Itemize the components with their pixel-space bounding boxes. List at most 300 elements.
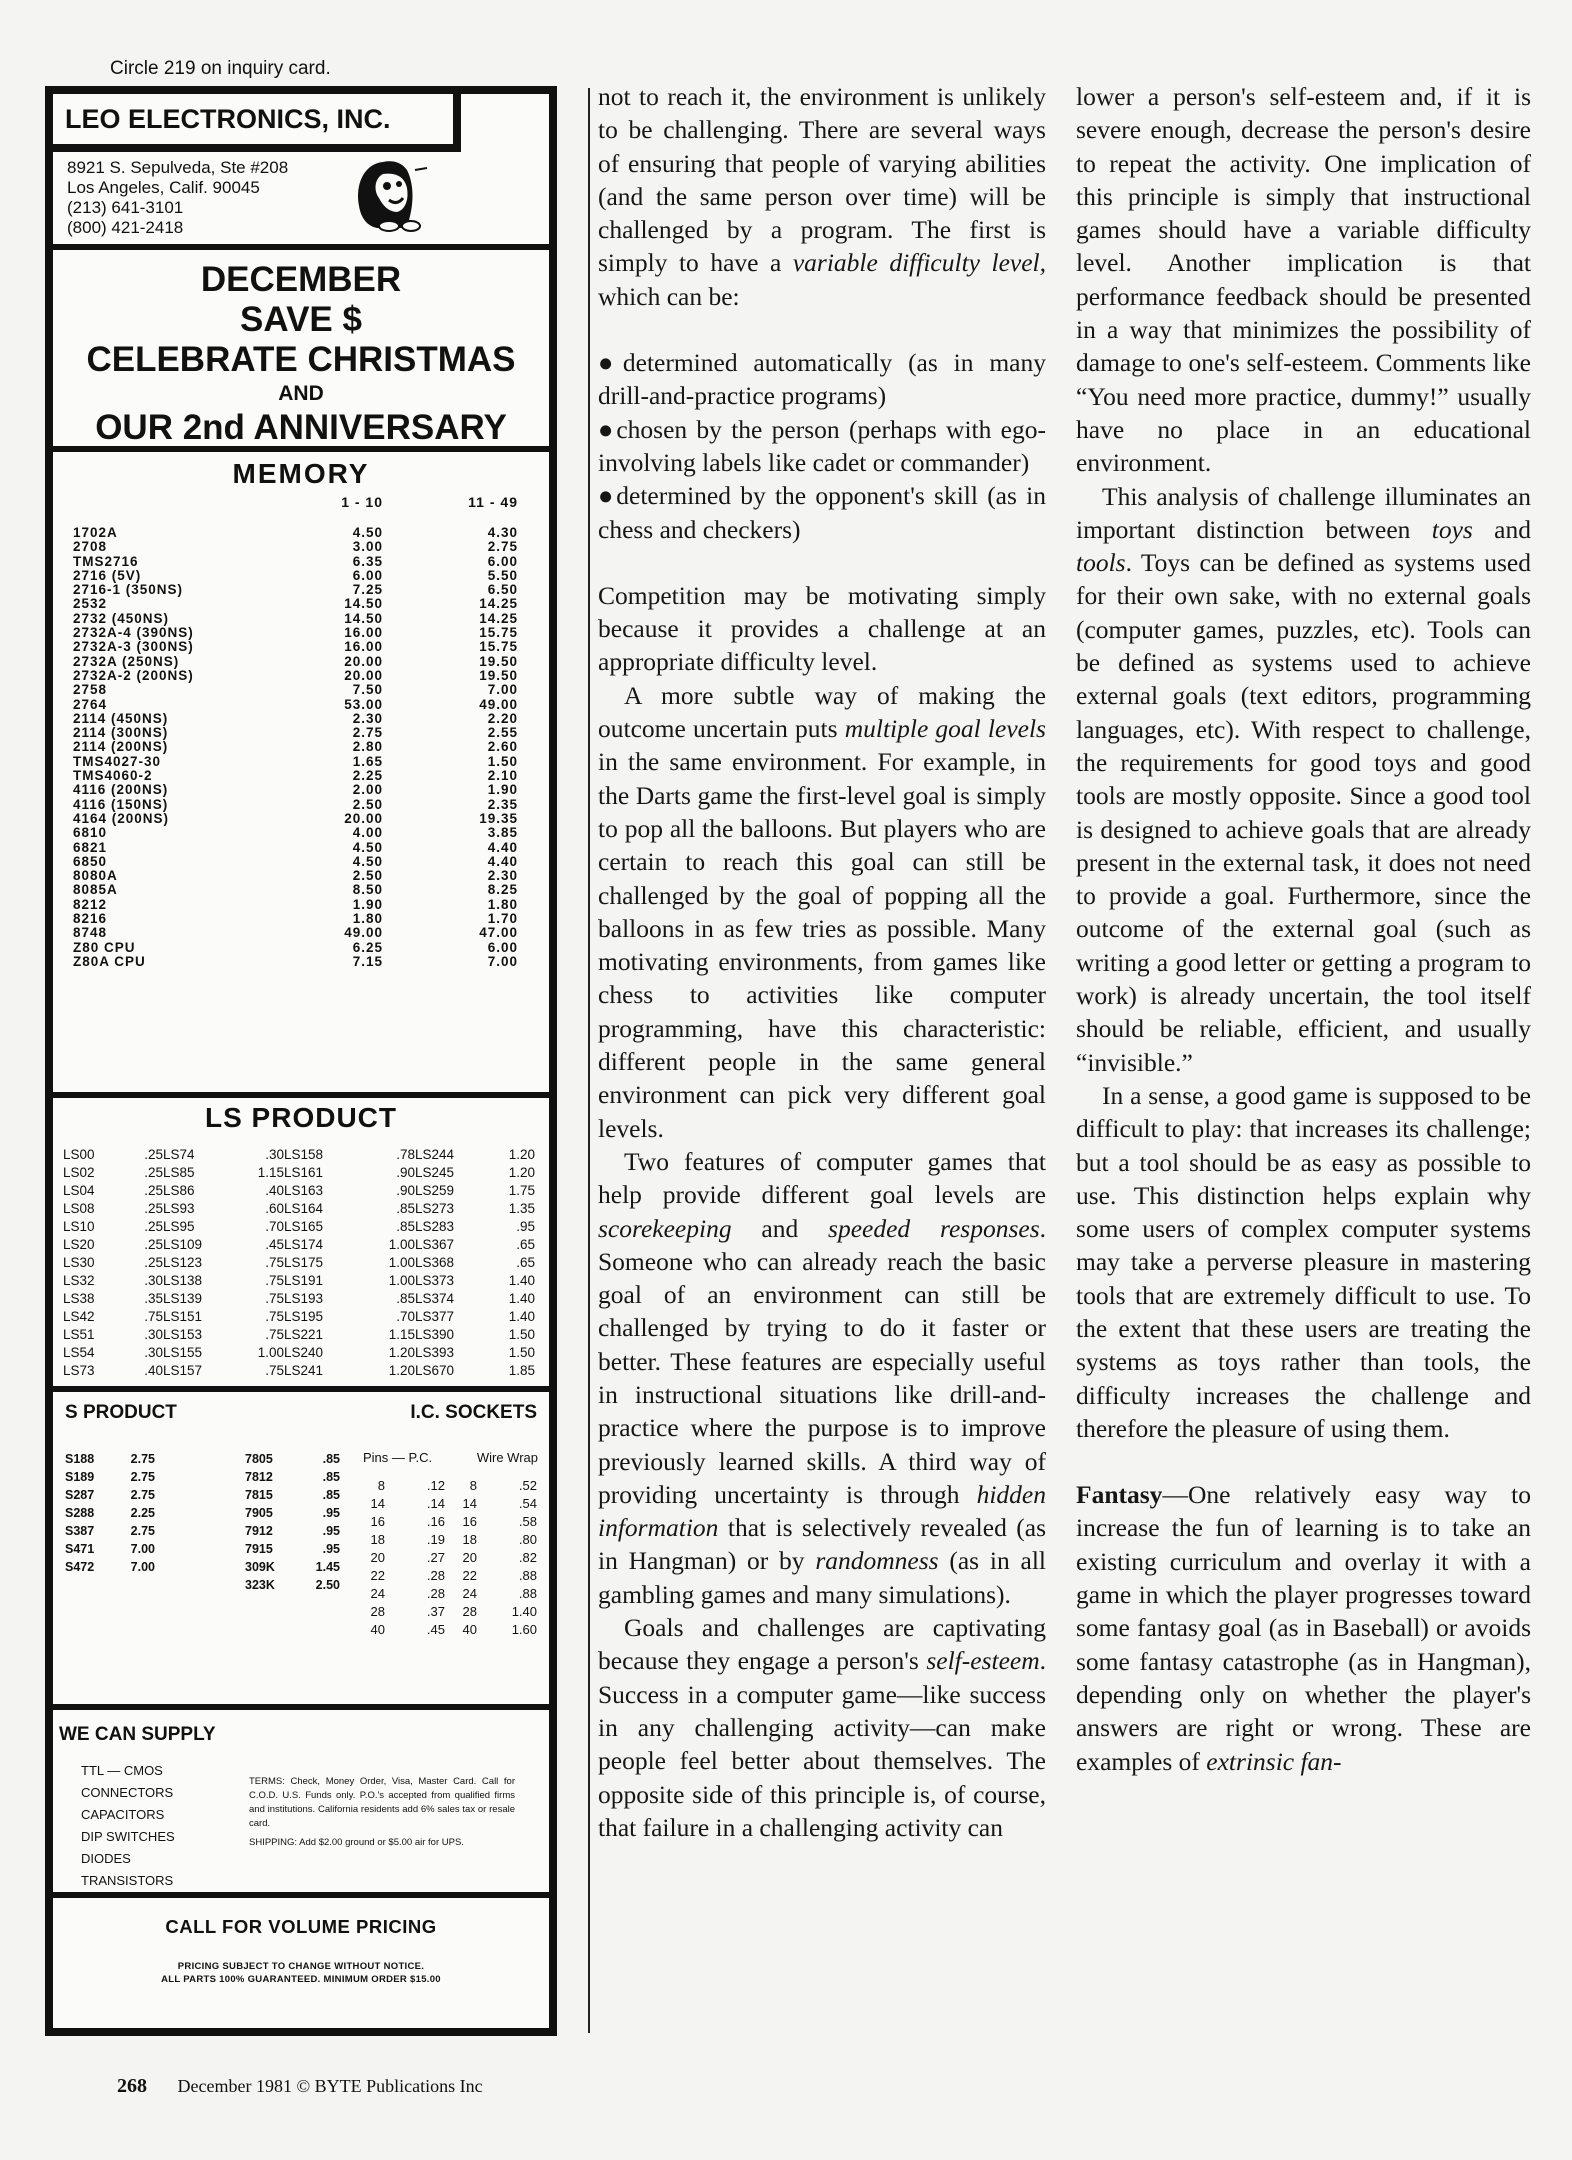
price: 6.25 xyxy=(352,939,383,955)
price: .40 xyxy=(265,1183,284,1198)
part-number: Z80 CPU xyxy=(73,939,136,955)
price: 1.80 xyxy=(352,911,383,927)
price: .52 xyxy=(518,1478,537,1493)
part-number: 1702A xyxy=(73,525,118,540)
part-number: LS00 xyxy=(63,1147,95,1162)
part-number: LS30 xyxy=(63,1255,95,1270)
part-number: LS193 xyxy=(284,1291,324,1306)
price: .25 xyxy=(144,1183,163,1198)
part-number: 2114 (450NS) xyxy=(73,710,169,726)
memory-row xyxy=(73,812,529,826)
part-number: 2732A-2 (200NS) xyxy=(73,667,194,683)
inquiry-note: Circle 219 on inquiry card. xyxy=(110,58,331,79)
price: .35 xyxy=(144,1291,163,1306)
memory-row xyxy=(73,712,529,726)
price: 3.85 xyxy=(487,825,518,841)
price: 14.50 xyxy=(344,596,383,612)
price: 8.25 xyxy=(487,882,518,898)
memory-row xyxy=(73,526,529,540)
price: .25 xyxy=(144,1147,163,1162)
price: 1.00 xyxy=(388,1255,415,1270)
page-footer xyxy=(117,2075,483,2098)
price: 20.00 xyxy=(344,810,383,826)
price: .30 xyxy=(144,1327,163,1342)
price: 49.00 xyxy=(344,925,383,941)
part-number: 7812 xyxy=(245,1470,273,1484)
price: 20.00 xyxy=(344,653,383,669)
price: .75 xyxy=(265,1363,284,1378)
memory-column-headers xyxy=(73,494,529,510)
article-paragraph xyxy=(598,579,1046,679)
price: 2.75 xyxy=(130,1452,155,1466)
article-column-1 xyxy=(598,80,1046,1844)
memory-row xyxy=(73,898,529,912)
pin-count: 14 xyxy=(370,1496,385,1511)
part-number xyxy=(155,1558,245,1576)
part-number: LS174 xyxy=(284,1237,324,1252)
price: .19 xyxy=(426,1532,445,1547)
part-number: LS42 xyxy=(63,1309,95,1324)
part-number: 4116 (150NS) xyxy=(73,796,169,812)
price: 1.20 xyxy=(508,1147,535,1162)
price: .28 xyxy=(426,1568,445,1583)
body-text: ●determined automatically (as in many drill-and-practice programs) xyxy=(598,348,1046,411)
price: 4.30 xyxy=(487,525,518,540)
price: .37 xyxy=(426,1604,445,1619)
article-paragraph xyxy=(598,479,1046,546)
part-number: 4164 (200NS) xyxy=(73,810,170,826)
price xyxy=(125,1576,155,1594)
price: 2.20 xyxy=(487,710,518,726)
price: 1.50 xyxy=(487,753,518,769)
part-number: 7905 xyxy=(245,1506,273,1520)
price: .14 xyxy=(426,1496,445,1511)
part-number: LS95 xyxy=(163,1219,195,1234)
price: 2.30 xyxy=(487,868,518,884)
part-number: LS377 xyxy=(415,1309,455,1324)
part-number xyxy=(155,1522,245,1540)
pin-count: 22 xyxy=(462,1568,477,1583)
part-number: LS32 xyxy=(63,1273,95,1288)
body-text: Two features of computer games that help provide different goal levels are xyxy=(598,1146,1046,1210)
price: 2.35 xyxy=(487,796,518,812)
memory-row xyxy=(73,569,529,583)
company-address xyxy=(67,158,288,238)
price: 4.40 xyxy=(487,853,518,869)
memory-row xyxy=(73,597,529,611)
part-number: LS240 xyxy=(284,1345,324,1360)
price: 16.00 xyxy=(344,639,383,655)
memory-row xyxy=(73,655,529,669)
memory-row xyxy=(73,612,529,626)
price: 2.75 xyxy=(130,1488,155,1502)
emphasis-text: tools xyxy=(1076,548,1126,578)
part-number: 6850 xyxy=(73,853,108,869)
price: 14.50 xyxy=(344,610,383,626)
part-number: LS158 xyxy=(284,1147,324,1162)
part-number xyxy=(155,1450,245,1468)
emphasis-text: toys xyxy=(1431,514,1473,544)
price: 1.15 xyxy=(388,1327,415,1342)
memory-price-list xyxy=(73,526,529,969)
part-number: 2708 xyxy=(73,539,108,555)
emphasis-text: extrinsic fan- xyxy=(1206,1746,1342,1776)
shipping-text: SHIPPING: Add $2.00 ground or $5.00 air for UPS. xyxy=(249,1837,464,1848)
price: .60 xyxy=(265,1201,284,1216)
price: .75 xyxy=(265,1273,284,1288)
part-number: LS283 xyxy=(415,1219,455,1234)
sockets-price-list xyxy=(363,1477,537,1639)
price: .75 xyxy=(265,1291,284,1306)
price: .78 xyxy=(396,1147,415,1162)
price: 1.60 xyxy=(511,1622,537,1637)
price: 1.00 xyxy=(257,1345,284,1360)
part-number: 6821 xyxy=(73,839,108,855)
body-text: Goals and challenges are captivating because they engage a person's xyxy=(598,1613,1046,1676)
price: .95 xyxy=(322,1506,340,1520)
part-number: LS163 xyxy=(284,1183,324,1198)
supply-item: CONNECTORS xyxy=(81,1785,174,1800)
price: 7.00 xyxy=(130,1542,155,1556)
memory-row xyxy=(73,583,529,597)
memory-row xyxy=(73,669,529,683)
address-line: Los Angeles, Calif. 90045 xyxy=(67,178,260,197)
part-number: 2732A-4 (390NS) xyxy=(73,625,194,641)
price: .85 xyxy=(322,1452,340,1466)
part-number: 6810 xyxy=(73,825,108,841)
memory-row xyxy=(73,883,529,897)
fine-print-line: PRICING SUBJECT TO CHANGE WITHOUT NOTICE. xyxy=(177,1961,425,1972)
price: .95 xyxy=(322,1542,340,1556)
price: 6.35 xyxy=(352,553,383,569)
price: .30 xyxy=(144,1345,163,1360)
price: 4.50 xyxy=(352,525,383,540)
part-number: 2732 (450NS) xyxy=(73,610,170,626)
part-number: S288 xyxy=(65,1506,95,1520)
body-text: ●determined by the opponent's skill (as in chess and checkers) xyxy=(598,481,1046,544)
article-paragraph xyxy=(598,1145,1046,1611)
price: 2.10 xyxy=(487,768,518,784)
price: 1.40 xyxy=(508,1309,535,1324)
supply-list xyxy=(81,1760,175,1892)
article-paragraph xyxy=(598,80,1046,313)
part-number: LS123 xyxy=(163,1255,203,1270)
memory-row xyxy=(73,912,529,926)
part-number: LS367 xyxy=(415,1237,455,1252)
body-text: . Someone who can already reach the basic goal of an environment can still be challenged by trying to do it faster or better. These features are especially useful in instructional situations like drill-and-practice where the purpose is to improve previously learned skills. A third way of providing uncertainty is through xyxy=(598,1213,1047,1509)
price: 6.00 xyxy=(487,939,518,955)
memory-row xyxy=(73,626,529,640)
price: 1.40 xyxy=(511,1604,537,1619)
price: 5.50 xyxy=(487,567,518,583)
pin-count: 16 xyxy=(462,1514,477,1529)
memory-row xyxy=(73,798,529,812)
price: .25 xyxy=(144,1165,163,1180)
promo-section xyxy=(53,250,549,446)
column-rule xyxy=(588,88,590,2033)
price: 7.00 xyxy=(130,1560,155,1574)
price: 2.75 xyxy=(352,725,383,741)
supply-item: TTL — CMOS xyxy=(81,1763,163,1778)
price: .75 xyxy=(144,1309,163,1324)
part-number: LS161 xyxy=(284,1165,324,1180)
price: 8.50 xyxy=(352,882,383,898)
price: .25 xyxy=(144,1201,163,1216)
part-number xyxy=(65,1576,125,1594)
pin-count: 28 xyxy=(370,1604,385,1619)
price: 1.20 xyxy=(388,1345,415,1360)
price: 3.00 xyxy=(352,539,383,555)
price: .12 xyxy=(426,1478,445,1493)
part-number: 8216 xyxy=(73,911,108,927)
part-number: LS245 xyxy=(415,1165,455,1180)
price: 1.65 xyxy=(352,753,383,769)
memory-row xyxy=(73,941,529,955)
part-number: 7805 xyxy=(245,1452,273,1466)
price: 6.00 xyxy=(352,567,383,583)
article-paragraph xyxy=(1076,1478,1531,1778)
part-number: LS368 xyxy=(415,1255,455,1270)
emphasis-text: randomness xyxy=(815,1546,939,1576)
part-number: 2758 xyxy=(73,682,108,698)
price: 15.75 xyxy=(479,639,518,655)
footer-credit: December 1981 © BYTE Publications Inc xyxy=(177,2076,483,2096)
price: .27 xyxy=(426,1550,445,1565)
price: 19.35 xyxy=(479,810,518,826)
price: 7.25 xyxy=(352,582,383,598)
memory-row xyxy=(73,555,529,569)
part-number: 2716 (5V) xyxy=(73,567,142,583)
part-number: S471 xyxy=(65,1542,95,1556)
wire-wrap-header: Wire Wrap xyxy=(476,1450,538,1465)
price: .25 xyxy=(144,1255,163,1270)
memory-row xyxy=(73,740,529,754)
address-line: 8921 S. Sepulveda, Ste #208 xyxy=(67,158,289,177)
pin-count: 28 xyxy=(462,1604,477,1619)
ic-sockets-title: I.C. SOCKETS xyxy=(410,1402,537,1423)
part-number: LS20 xyxy=(63,1237,95,1252)
memory-row xyxy=(73,755,529,769)
part-number: 8748 xyxy=(73,925,108,941)
price: 1.70 xyxy=(487,911,518,927)
page-number: 268 xyxy=(117,2075,147,2097)
price: 53.00 xyxy=(344,696,383,712)
part-number: TMS4060-2 xyxy=(73,768,153,784)
price: 1.85 xyxy=(508,1363,535,1378)
price: 2.50 xyxy=(352,796,383,812)
price: 1.50 xyxy=(508,1327,535,1342)
pin-count: 40 xyxy=(462,1622,477,1637)
price: 1.75 xyxy=(508,1183,535,1198)
part-number: LS373 xyxy=(415,1273,455,1288)
price: 1.50 xyxy=(508,1345,535,1360)
memory-row xyxy=(73,869,529,883)
article-paragraph xyxy=(1076,480,1531,1079)
part-number: 2716-1 (350NS) xyxy=(73,582,184,598)
memory-section xyxy=(53,452,549,1092)
price: 2.75 xyxy=(130,1470,155,1484)
memory-row xyxy=(73,698,529,712)
price: 4.50 xyxy=(352,853,383,869)
part-number: LS51 xyxy=(63,1327,95,1342)
price: .88 xyxy=(518,1568,537,1583)
price: 47.00 xyxy=(479,925,518,941)
pin-count: 20 xyxy=(370,1550,385,1565)
price: 7.15 xyxy=(352,953,383,969)
price: 2.50 xyxy=(352,868,383,884)
memory-row xyxy=(73,841,529,855)
pin-count: 24 xyxy=(462,1586,477,1601)
body-text: . Success in a computer game—like success in any challenging activity—can make people feel better about themselves. The opposite side of this principle is, of course, that failure in a challenging activity can xyxy=(598,1646,1046,1842)
price: 1.00 xyxy=(388,1273,415,1288)
price: 2.25 xyxy=(352,768,383,784)
price: .65 xyxy=(516,1255,535,1270)
part-number: 309K xyxy=(245,1560,275,1574)
emphasis-text: self-esteem xyxy=(926,1646,1040,1676)
price: 19.50 xyxy=(479,653,518,669)
ls-product-section xyxy=(53,1098,549,1386)
part-number: LS85 xyxy=(163,1165,195,1180)
price: .45 xyxy=(426,1622,445,1637)
part-number: LS273 xyxy=(415,1201,455,1216)
pin-count: 8 xyxy=(469,1478,477,1493)
price: .16 xyxy=(426,1514,445,1529)
price: 1.40 xyxy=(508,1291,535,1306)
part-number: S287 xyxy=(65,1488,95,1502)
part-number: LS38 xyxy=(63,1291,95,1306)
price: 1.35 xyxy=(508,1201,535,1216)
part-number: LS390 xyxy=(415,1327,455,1342)
price: 2.00 xyxy=(352,782,383,798)
price: .82 xyxy=(518,1550,537,1565)
pin-count: 18 xyxy=(370,1532,385,1547)
price: 1.20 xyxy=(388,1363,415,1378)
price: .70 xyxy=(265,1219,284,1234)
price: .30 xyxy=(265,1147,284,1162)
fine-print xyxy=(53,1960,549,1986)
price: .70 xyxy=(396,1309,415,1324)
part-number: LS157 xyxy=(163,1363,203,1378)
part-number xyxy=(155,1468,245,1486)
price: 4.00 xyxy=(352,825,383,841)
part-number: S189 xyxy=(65,1470,95,1484)
s-product-title: S PRODUCT xyxy=(65,1402,177,1423)
promo-line: CELEBRATE CHRISTMAS xyxy=(86,340,516,379)
emphasis-text: scorekeeping xyxy=(598,1213,732,1243)
part-number: LS195 xyxy=(284,1309,324,1324)
price: .88 xyxy=(518,1586,537,1601)
emphasis-text: speeded responses xyxy=(828,1213,1040,1243)
price: 14.25 xyxy=(479,610,518,626)
part-number: LS393 xyxy=(415,1345,455,1360)
part-number xyxy=(155,1504,245,1522)
part-number: LS138 xyxy=(163,1273,203,1288)
body-text: that is selectively revealed (as in Hangman) or by xyxy=(598,1513,1046,1576)
price: 1.90 xyxy=(352,896,383,912)
price: 2.75 xyxy=(487,539,518,555)
part-number: TMS2716 xyxy=(73,553,139,569)
part-number: 8212 xyxy=(73,896,108,912)
part-number: LS02 xyxy=(63,1165,95,1180)
price: .80 xyxy=(518,1532,537,1547)
company-name: LEO ELECTRONICS, INC. xyxy=(53,94,461,152)
phone-number: (800) 421-2418 xyxy=(67,218,184,237)
article-column-2 xyxy=(1076,80,1531,1778)
memory-row xyxy=(73,783,529,797)
supply-item: TRANSISTORS xyxy=(81,1873,174,1888)
body-text: ●chosen by the person (perhaps with ego-involving labels like cadet or commander) xyxy=(598,414,1046,477)
part-number: LS191 xyxy=(284,1273,324,1288)
part-number: LS10 xyxy=(63,1219,95,1234)
price: 2.55 xyxy=(487,725,518,741)
price: 4.50 xyxy=(352,839,383,855)
ls-product-title: LS PRODUCT xyxy=(205,1102,397,1133)
price: .54 xyxy=(518,1496,537,1511)
part-number: LS151 xyxy=(163,1309,203,1324)
price: .30 xyxy=(144,1273,163,1288)
price: .90 xyxy=(396,1165,415,1180)
price: .85 xyxy=(396,1219,415,1234)
price: 49.00 xyxy=(479,696,518,712)
promo-line: SAVE $ xyxy=(240,300,362,339)
memory-row xyxy=(73,640,529,654)
part-number: LS175 xyxy=(284,1255,324,1270)
pin-count: 8 xyxy=(377,1478,385,1493)
part-number: LS08 xyxy=(63,1201,95,1216)
promo-line: AND xyxy=(278,382,324,405)
part-number: 2532 xyxy=(73,596,108,612)
part-number: LS139 xyxy=(163,1291,203,1306)
body-text: not to reach it, the environment is unlikely to be challenging. There are several ways of ensuring that people of varying abilities (and the same person over time) will be challenged by a program. The first is simply to have a xyxy=(598,82,1046,278)
qty-11-49-header: 11 - 49 xyxy=(468,494,518,510)
price: 7.50 xyxy=(352,682,383,698)
part-number: 7912 xyxy=(245,1524,273,1538)
article-paragraph xyxy=(1076,1079,1531,1445)
price: .85 xyxy=(322,1470,340,1484)
price: .85 xyxy=(396,1291,415,1306)
part-number: TMS4027-30 xyxy=(73,753,162,769)
part-number: LS86 xyxy=(163,1183,195,1198)
part-number: 7915 xyxy=(245,1542,273,1556)
pc-header: Pins — P.C. xyxy=(363,1450,433,1465)
volume-pricing-section xyxy=(53,1898,549,2028)
price: 15.75 xyxy=(479,625,518,641)
section-heading: Fantasy xyxy=(1076,1480,1163,1510)
price: .95 xyxy=(516,1219,535,1234)
price: .85 xyxy=(396,1201,415,1216)
part-number: LS259 xyxy=(415,1183,455,1198)
part-number xyxy=(155,1576,245,1594)
pin-count: 22 xyxy=(370,1568,385,1583)
price: 2.75 xyxy=(130,1524,155,1538)
memory-row xyxy=(73,855,529,869)
article-paragraph xyxy=(598,679,1046,1145)
price: .85 xyxy=(322,1488,340,1502)
emphasis-text: variable difficulty level, xyxy=(792,248,1047,278)
part-number: 2114 (300NS) xyxy=(73,725,169,741)
body-text: lower a person's self-esteem and, if it is severe enough, decrease the person's desire to repeat the activity. One implication of this principle is simply that instructional games should have a variable difficulty level. Another implication is that performance feedback should be presented in a way that minimizes the possibility of damage to one's self-esteem. Comments like “You need more practice, dummy!” usually have no place in an educational environment. xyxy=(1076,82,1531,478)
price: 19.50 xyxy=(479,667,518,683)
price: 2.30 xyxy=(352,710,383,726)
price: 2.80 xyxy=(352,739,383,755)
body-text: . Toys can be defined as systems used for their own sake, with no external goals (computer games, puzzles, etc). Tools can be defined as systems used to achieve external goals (text editors, programming languages, etc). With respect to challenge, the requirements for good toys and good tools are mostly opposite. Since a good tool is designed to achieve goals that are already present in the external task, it does not need to provide a goal. Furthermore, since the outcome of the external goal (such as writing a good letter or getting a program to work) is already uncertain, the tool itself should be reliable, efficient, and usually “invisible.” xyxy=(1076,548,1531,1077)
pin-count: 16 xyxy=(370,1514,385,1529)
price: 1.40 xyxy=(508,1273,535,1288)
memory-row xyxy=(73,769,529,783)
s-product-price-list xyxy=(65,1450,340,1594)
price: .75 xyxy=(265,1309,284,1324)
price: 2.50 xyxy=(315,1578,340,1592)
